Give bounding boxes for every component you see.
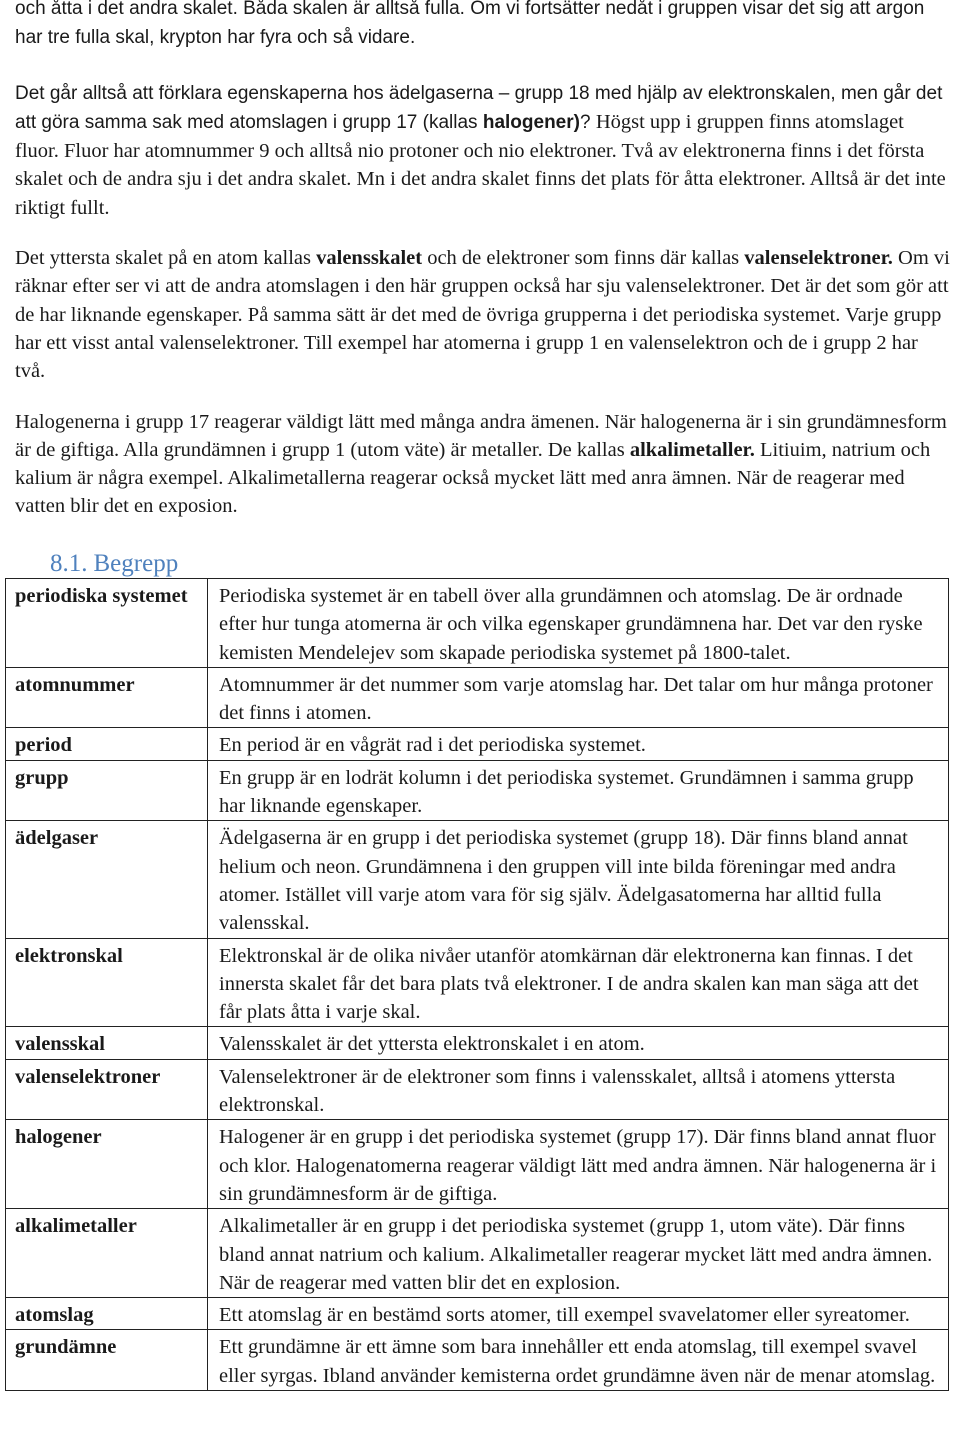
glossary-definition: Atomnummer är det nummer som varje atomslag har. Det talar om hur många protoner det finns i atomen. bbox=[208, 667, 949, 728]
glossary-term: atomnummer bbox=[6, 667, 208, 728]
text-run: Om vi räknar efter ser vi att de andra atomslagen i den här gruppen också har sju valenselektroner. Det är det som gör att de har liknande egenskaper. På samma sätt är det med de övriga grupperna i det periodiska systemet. Varje grupp har ett visst antal valenselektroner. Till exempel har atomerna i grupp 1 en valenselektron och de i grupp 2 har två. bbox=[15, 247, 950, 383]
glossary-term: periodiska systemet bbox=[6, 579, 208, 668]
bold-term: valenselektroner. bbox=[744, 247, 893, 270]
glossary-term: elektronskal bbox=[6, 938, 208, 1027]
glossary-row bbox=[6, 579, 949, 668]
glossary-definition: Ädelgaserna är en grupp i det periodiska systemet (grupp 18). Där finns bland annat helium och neon. Grundämnena i den gruppen vill inte bilda föreningar med andra atomer. Istället vill varje atom vara för sig själv. Ädelgasatomerna har alltid fulla valensskal. bbox=[208, 821, 949, 938]
glossary-table bbox=[5, 578, 949, 1391]
glossary-term: ädelgaser bbox=[6, 821, 208, 938]
text-run: Om vi fortsätter nedåt i gruppen visar det sig att argon har tre fulla skal, krypton har fyra och så vidare. bbox=[15, 0, 925, 49]
glossary-row bbox=[6, 1120, 949, 1209]
glossary-term: grupp bbox=[6, 760, 208, 821]
glossary-row bbox=[6, 1059, 949, 1120]
glossary-definition: Elektronskal är de olika nivåer utanför atomkärnan där elektronerna kan finnas. I det innersta skalet får det bara plats två elektroner. I de andra skalen kan man säga att det får plats åtta i varje skal. bbox=[208, 938, 949, 1027]
text-run: och de elektroner som finns där kallas bbox=[422, 247, 745, 270]
glossary-term: valensskal bbox=[6, 1027, 208, 1059]
glossary-definition: Ett atomslag är en bestämd sorts atomer, till exempel svavelatomer eller syreatomer. bbox=[208, 1298, 949, 1330]
glossary-table-body bbox=[6, 579, 949, 1391]
glossary-definition: Periodiska systemet är en tabell över alla grundämnen och atomslag. De är ordnade efter hur tunga atomerna är och vilka egenskaper grundämnena har. Det var den ryske kemisten Mendelejev som skapade periodiska systemet på 1800-talet. bbox=[208, 579, 949, 668]
text-run: och åtta i det andra skalet. Båda skalen är alltså fulla. bbox=[15, 0, 471, 19]
section-title: Begrepp bbox=[93, 549, 179, 577]
text-run: Det yttersta skalet på en atom kallas bbox=[15, 247, 317, 270]
text-run: Högst upp i gruppen finns atomslaget fluor. Fluor har atomnummer 9 och alltså nio protoner och nio elektroner. Två av elektronerna finns i det första skalet och de andra sju i det andra skalet. Mn i det andra skalet finns det plats för åtta elektroner. Alltså är det inte riktigt fullt. bbox=[15, 110, 946, 219]
text-run: Det går alltså att förklara egenskaperna hos ädelgaserna – grupp 18 med hjälp av elektronskalen, men går det att göra samma sak med atomslagen i grupp 17 (kallas bbox=[15, 82, 943, 133]
paragraph-4 bbox=[15, 408, 950, 521]
glossary-definition: Alkalimetaller är en grupp i det periodiska systemet (grupp 1, utom väte). Där finns bland annat natrium och kalium. Alkalimetaller reagerar mycket lätt med andra ämnen. När de reagerar med vatten blir det en explosion. bbox=[208, 1209, 949, 1298]
glossary-row bbox=[6, 1298, 949, 1330]
glossary-definition: Valensskalet är det yttersta elektronskalet i en atom. bbox=[208, 1027, 949, 1059]
bold-term: valensskalet bbox=[316, 247, 423, 270]
glossary-definition: Valenselektroner är de elektroner som finns i valensskalet, alltså i atomens yttersta elektronskal. bbox=[208, 1059, 949, 1120]
glossary-term: grundämne bbox=[6, 1330, 208, 1391]
section-number: 8.1. bbox=[50, 549, 88, 577]
text-run: ? bbox=[579, 111, 596, 133]
glossary-row bbox=[6, 1027, 949, 1059]
glossary-row bbox=[6, 667, 949, 728]
glossary-row bbox=[6, 1330, 949, 1391]
text-run: Halogenerna i grupp 17 reagerar väldigt lätt med många andra ämenen. När halogenerna är i sin grundämnesform är de giftiga. Alla grundämnen i grupp 1 (utom väte) är metaller. De kallas bbox=[15, 410, 947, 461]
glossary-row bbox=[6, 728, 949, 760]
glossary-term: period bbox=[6, 728, 208, 760]
bold-term: alkalimetaller. bbox=[629, 438, 755, 461]
glossary-term: valenselektroner bbox=[6, 1059, 208, 1120]
document-body bbox=[15, 0, 950, 579]
glossary-row bbox=[6, 760, 949, 821]
glossary-definition: En grupp är en lodrät kolumn i det periodiska systemet. Grundämnen i samma grupp har liknande egenskaper. bbox=[208, 760, 949, 821]
glossary-term: alkalimetaller bbox=[6, 1209, 208, 1298]
glossary-row bbox=[6, 821, 949, 938]
bold-term: halogener) bbox=[482, 111, 580, 133]
paragraph-2 bbox=[15, 79, 950, 222]
paragraph-1 bbox=[15, 0, 950, 53]
glossary-definition: Halogener är en grupp i det periodiska systemet (grupp 17). Där finns bland annat fluor och klor. Halogenatomerna reagerar väldigt lätt med andra ämnen. När halogenerna är i sin grundämnesform är de giftiga. bbox=[208, 1120, 949, 1209]
glossary-term: atomslag bbox=[6, 1298, 208, 1330]
glossary-row bbox=[6, 938, 949, 1027]
glossary-definition: En period är en vågrät rad i det periodiska systemet. bbox=[208, 728, 949, 760]
glossary-term: halogener bbox=[6, 1120, 208, 1209]
text-run: Litiuim, natrium och kalium är några exempel. Alkalimetallerna reagerar också mycket lätt med anra ämnen. När de reagerar med vatten blir det en exposion. bbox=[15, 438, 931, 518]
paragraph-3 bbox=[15, 244, 950, 385]
glossary-definition: Ett grundämne är ett ämne som bara innehåller ett enda atomslag, till exempel svavel eller syrgas. Ibland använder kemisterna ordet grundämne även när de menar atomslag. bbox=[208, 1330, 949, 1391]
section-heading bbox=[50, 549, 950, 579]
glossary-row bbox=[6, 1209, 949, 1298]
